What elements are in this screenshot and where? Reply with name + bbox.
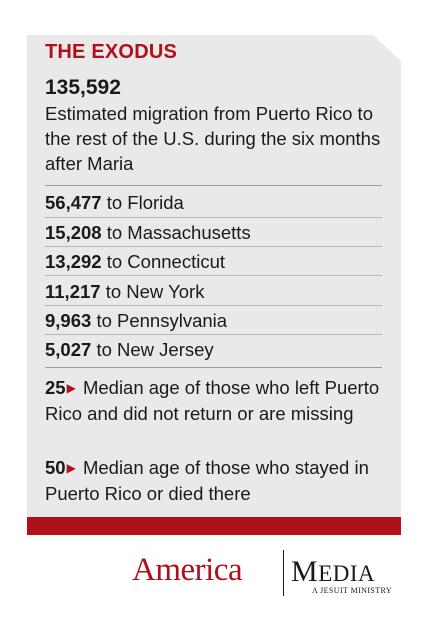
- destination-row: [45, 221, 251, 245]
- destination-number: 13,292: [45, 251, 102, 272]
- logo-tagline: A JESUIT MINISTRY: [312, 586, 392, 595]
- destination-label: to New Jersey: [96, 339, 214, 360]
- card-title: THE EXODUS: [45, 41, 178, 63]
- destination-row: [45, 309, 227, 333]
- destination-label: to Massachusetts: [106, 222, 251, 243]
- footer-bar: [27, 517, 401, 535]
- row-divider: [45, 217, 382, 218]
- row-divider: [45, 334, 382, 335]
- destination-label: to Connecticut: [106, 251, 225, 272]
- destination-number: 5,027: [45, 339, 92, 360]
- row-divider: [45, 246, 382, 247]
- destination-number: 15,208: [45, 222, 102, 243]
- row-divider: [45, 275, 382, 276]
- divider: [45, 185, 382, 186]
- logo-america-text: America: [132, 552, 243, 588]
- america-media-logo: [132, 548, 407, 598]
- triangle-right-icon: ▶: [66, 381, 76, 395]
- destination-number: 56,477: [45, 192, 102, 213]
- logo-media-text: MEDIA: [291, 555, 376, 588]
- destination-label: to New York: [105, 281, 205, 302]
- age-stat: [45, 455, 385, 506]
- destination-label: to Florida: [106, 192, 184, 213]
- row-divider: [45, 305, 382, 306]
- age-number: 25: [45, 377, 66, 398]
- destination-row: [45, 250, 225, 274]
- destination-label: to Pennsylvania: [96, 310, 228, 331]
- destination-number: 11,217: [45, 281, 101, 302]
- divider: [45, 367, 382, 368]
- headline-description: Estimated migration from Puerto Rico to the rest of the U.S. during the six months after Maria: [45, 103, 381, 174]
- headline-number: 135,592: [45, 76, 121, 99]
- logo-divider: [283, 550, 284, 596]
- destination-row: [45, 280, 204, 304]
- destination-number: 9,963: [45, 310, 92, 331]
- triangle-right-icon: ▶: [66, 461, 76, 475]
- destination-row: [45, 191, 184, 215]
- age-description: Median age of those who left Puerto Rico and did not return or are missing: [45, 377, 380, 424]
- age-stat: [45, 375, 385, 426]
- age-number: 50: [45, 457, 66, 478]
- destination-row: [45, 338, 214, 362]
- age-description: Median age of those who stayed in Puerto Rico or died there: [45, 457, 369, 504]
